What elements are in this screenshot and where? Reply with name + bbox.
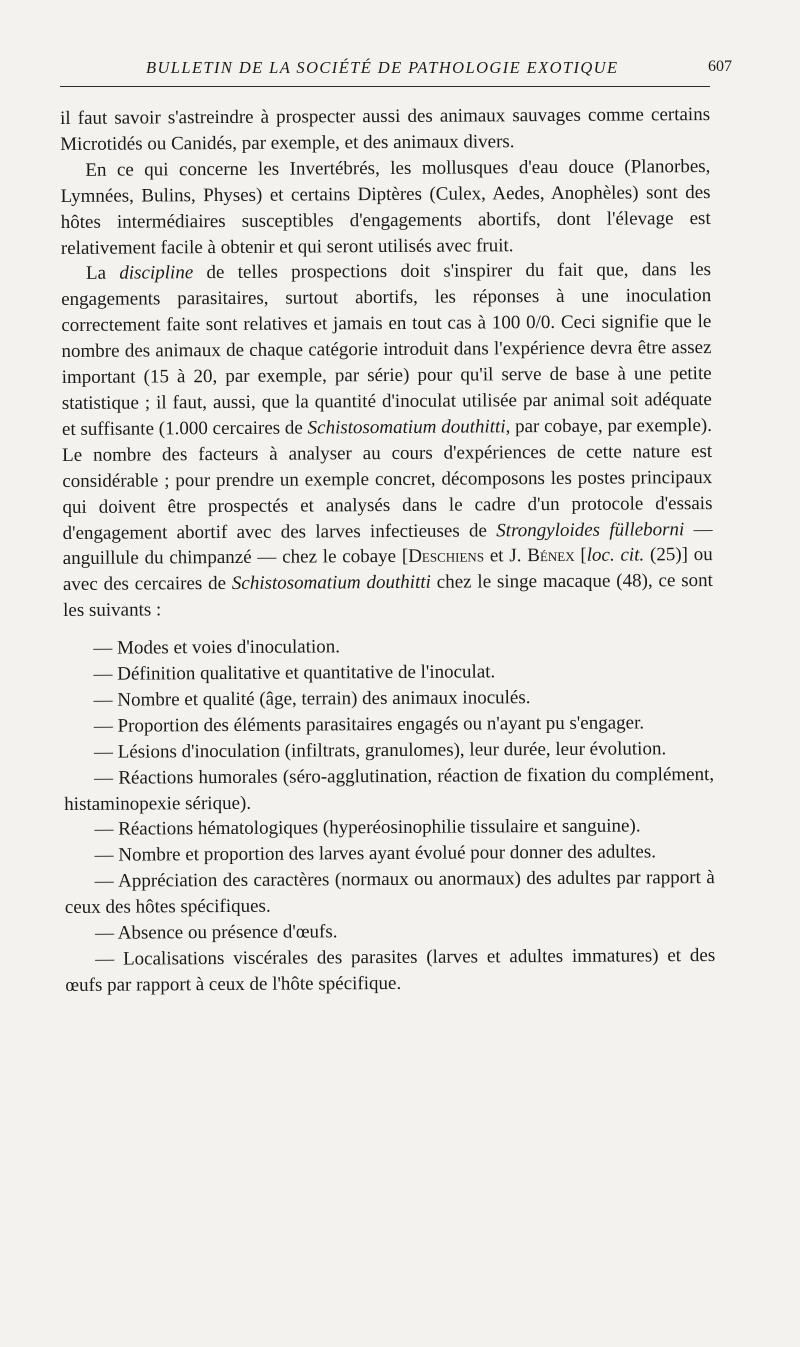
text-run: [ [574, 545, 587, 567]
species-name: Strongyloides fülleborni [496, 518, 685, 541]
running-title: BULLETIN DE LA SOCIÉTÉ DE PATHOLOGIE EXOTIQUE [146, 58, 619, 77]
paragraph-1: il faut savoir s'astreindre à prospecter aussi des animaux sauvages comme certains Microtidés ou Canidés, par exemple, et des animaux divers. [60, 104, 711, 155]
text-run: La [85, 263, 120, 285]
list-item: — Nombre et proportion des larves ayant évolué pour donner des adultes. [94, 841, 657, 867]
paragraph-3 [61, 257, 713, 624]
citation-ref: loc. cit. [586, 544, 645, 567]
text-run: (25)] ou avec des cercaires de [62, 544, 713, 596]
text-run: et J. [483, 545, 528, 567]
body-text [60, 102, 715, 999]
page-header [60, 56, 732, 87]
list-item: — Localisations viscérales des parasites (larves et adultes immatures) et des œufs par rapport à ceux de l'hôte spécifique. [65, 945, 716, 996]
list-item: — Absence ou présence d'œufs. [94, 921, 338, 944]
paragraph-2: En ce qui concerne les Invertébrés, les mollusques d'eau douce (Planorbes, Lymnées, Bulins, Physes) et certains Diptères (Culex, Aedes, Anophèles) sont des hôtes intermédiaires susceptibles d'engagements abortifs, dont l'élevage est relativement facile à obtenir et qui seront utilisés avec fruit. [60, 155, 711, 259]
list-item: — Réactions humorales (séro-agglutination, réaction de fixation du complément, histaminopexie sérique). [64, 763, 715, 815]
italic-term: discipline [119, 262, 194, 285]
factor-list [63, 632, 715, 999]
species-name: Schistosomatium douthitti [231, 572, 431, 595]
author-name: Bénex [527, 545, 575, 567]
text-run: — anguillule du chimpanzé — chez le cobaye [ [62, 518, 713, 570]
list-item: — Modes et voies d'inoculation. [93, 636, 341, 659]
text-run: , par cobaye, par exemple). Le nombre des facteurs à analyser au cours d'expériences de cette nature est considérable ; pour prendre un exemple concret, décomposons les postes principaux qui doivent être prospectés et analysés dans le cadre d'un protocole d'essais d'engagement abortif avec des larves infectieuses de [62, 414, 713, 544]
list-item: — Lésions d'inoculation (infiltrats, granulomes), leur durée, leur évolution. [93, 738, 667, 763]
list-item: — Définition qualitative et quantitative de l'inoculat. [93, 661, 496, 685]
page-number: 607 [708, 58, 732, 75]
list-item: — Réactions hématologiques (hyperéosinophilie tissulaire et sanguine). [94, 815, 641, 841]
species-name: Schistosomatium douthitti [307, 416, 506, 439]
author-name: Deschiens [408, 545, 485, 568]
text-run: de telles prospections doit s'inspirer du fait que, dans les engagements parasitaires, surtout abortifs, les réponses à une inoculation correctement faite sont relatives et jamais en tout cas à 100 0/0. Ceci signifie que le nombre des animaux de chaque catégorie introduit dans l'expérience devra être assez important (15 à 20, par exemple, par série) pour qu'il serve de base à une petite statistique ; il faut, aussi, que la quantité d'inoculat utilisée par animal soit adéquate et suffisante (1.000 cercaires de [61, 259, 712, 440]
text-run: chez le singe macaque (48), ce sont les suivants : [63, 570, 713, 622]
list-item: — Nombre et qualité (âge, terrain) des animaux inoculés. [93, 687, 531, 711]
list-item: — Proportion des éléments parasitaires engagés ou n'ayant pu s'engager. [93, 712, 645, 737]
list-item: — Appréciation des caractères (normaux ou anormaux) des adultes par rapport à ceux des hôtes spécifiques. [64, 867, 715, 919]
